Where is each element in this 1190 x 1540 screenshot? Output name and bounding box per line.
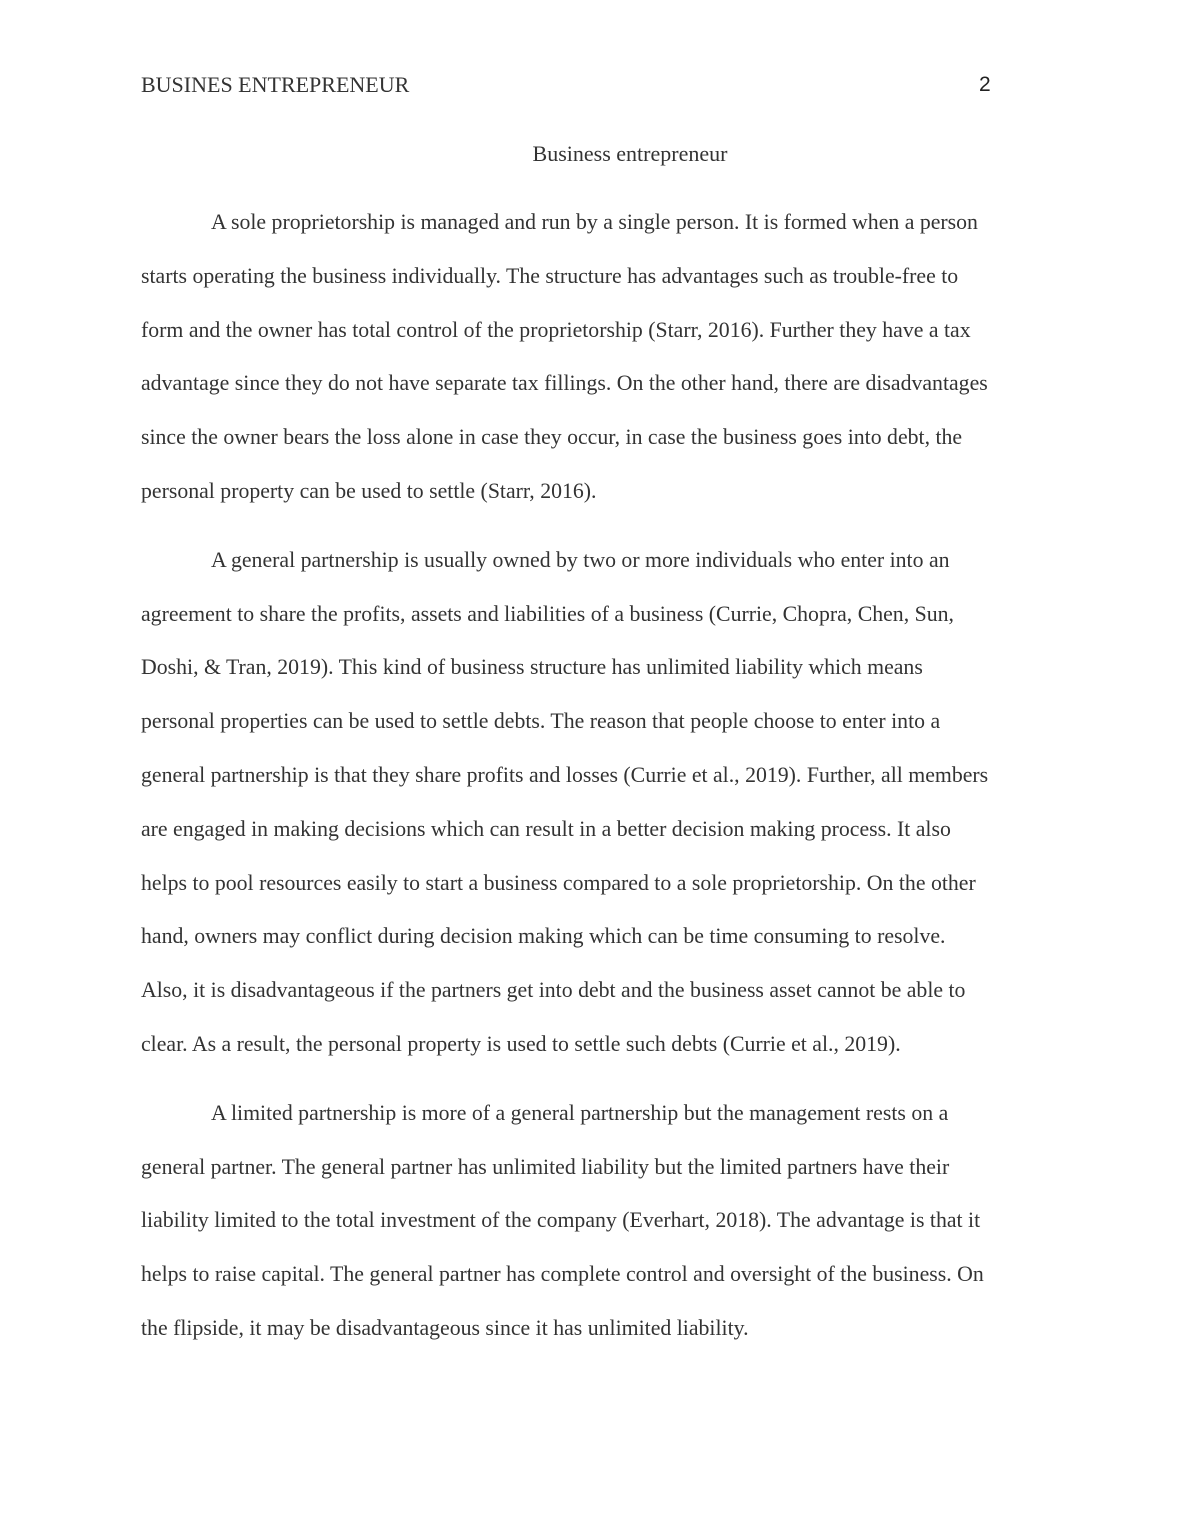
paragraph-line: Doshi, & Tran, 2019). This kind of business structure has unlimited liability which means <box>141 655 923 680</box>
paragraph-line: personal property can be used to settle (Starr, 2016). <box>141 478 597 503</box>
paragraph-line: advantage since they do not have separate tax fillings. On the other hand, there are disadvantages <box>141 371 988 396</box>
paragraph-line: are engaged in making decisions which can result in a better decision making process. It also <box>141 816 951 841</box>
paragraph-sole-proprietorship <box>141 196 1053 519</box>
paragraph-general-partnership <box>141 534 1053 1072</box>
running-head: BUSINES ENTREPRENEUR <box>141 72 410 97</box>
document-title: Business entrepreneur <box>532 141 728 166</box>
paragraph-line: A sole proprietorship is managed and run by a single person. It is formed when a person <box>211 210 978 234</box>
page-number: 2 <box>979 73 991 96</box>
paragraph-line: Also, it is disadvantageous if the partners get into debt and the business asset cannot be able to <box>141 978 966 1003</box>
paragraph-line: A general partnership is usually owned by two or more individuals who enter into an <box>211 547 950 572</box>
paragraph-line: the flipside, it may be disadvantageous since it has unlimited liability. <box>141 1315 749 1340</box>
paragraph-line: hand, owners may conflict during decision making which can be time consuming to resolve. <box>141 924 946 949</box>
paragraph-line: A limited partnership is more of a general partnership but the management rests on a <box>211 1100 949 1125</box>
paragraph-line: clear. As a result, the personal property is used to settle such debts (Currie et al., 2019). <box>141 1031 901 1056</box>
paragraph-line: helps to pool resources easily to start a business compared to a sole proprietorship. On the other <box>141 870 976 895</box>
paragraph-line: agreement to share the profits, assets and liabilities of a business (Currie, Chopra, Chen, Sun, <box>141 601 954 626</box>
paragraph-limited-partnership <box>141 1087 1053 1356</box>
paragraph-line: liability limited to the total investment of the company (Everhart, 2018). The advantage is that it <box>141 1208 981 1233</box>
paragraph-line: general partnership is that they share profits and losses (Currie et al., 2019). Further, all members <box>141 762 989 787</box>
document-body <box>141 196 1053 1371</box>
paragraph-line: since the owner bears the loss alone in case they occur, in case the business goes into debt, the <box>141 425 963 450</box>
paragraph-line: personal properties can be used to settle debts. The reason that people choose to enter into a <box>141 709 941 734</box>
paragraph-line: helps to raise capital. The general partner has complete control and oversight of the business. On <box>141 1262 984 1287</box>
paragraph-line: form and the owner has total control of the proprietorship (Starr, 2016). Further they have a tax <box>141 317 971 342</box>
paragraph-line: starts operating the business individually. The structure has advantages such as trouble-free to <box>141 263 959 288</box>
paragraph-line: general partner. The general partner has unlimited liability but the limited partners have their <box>141 1154 950 1179</box>
